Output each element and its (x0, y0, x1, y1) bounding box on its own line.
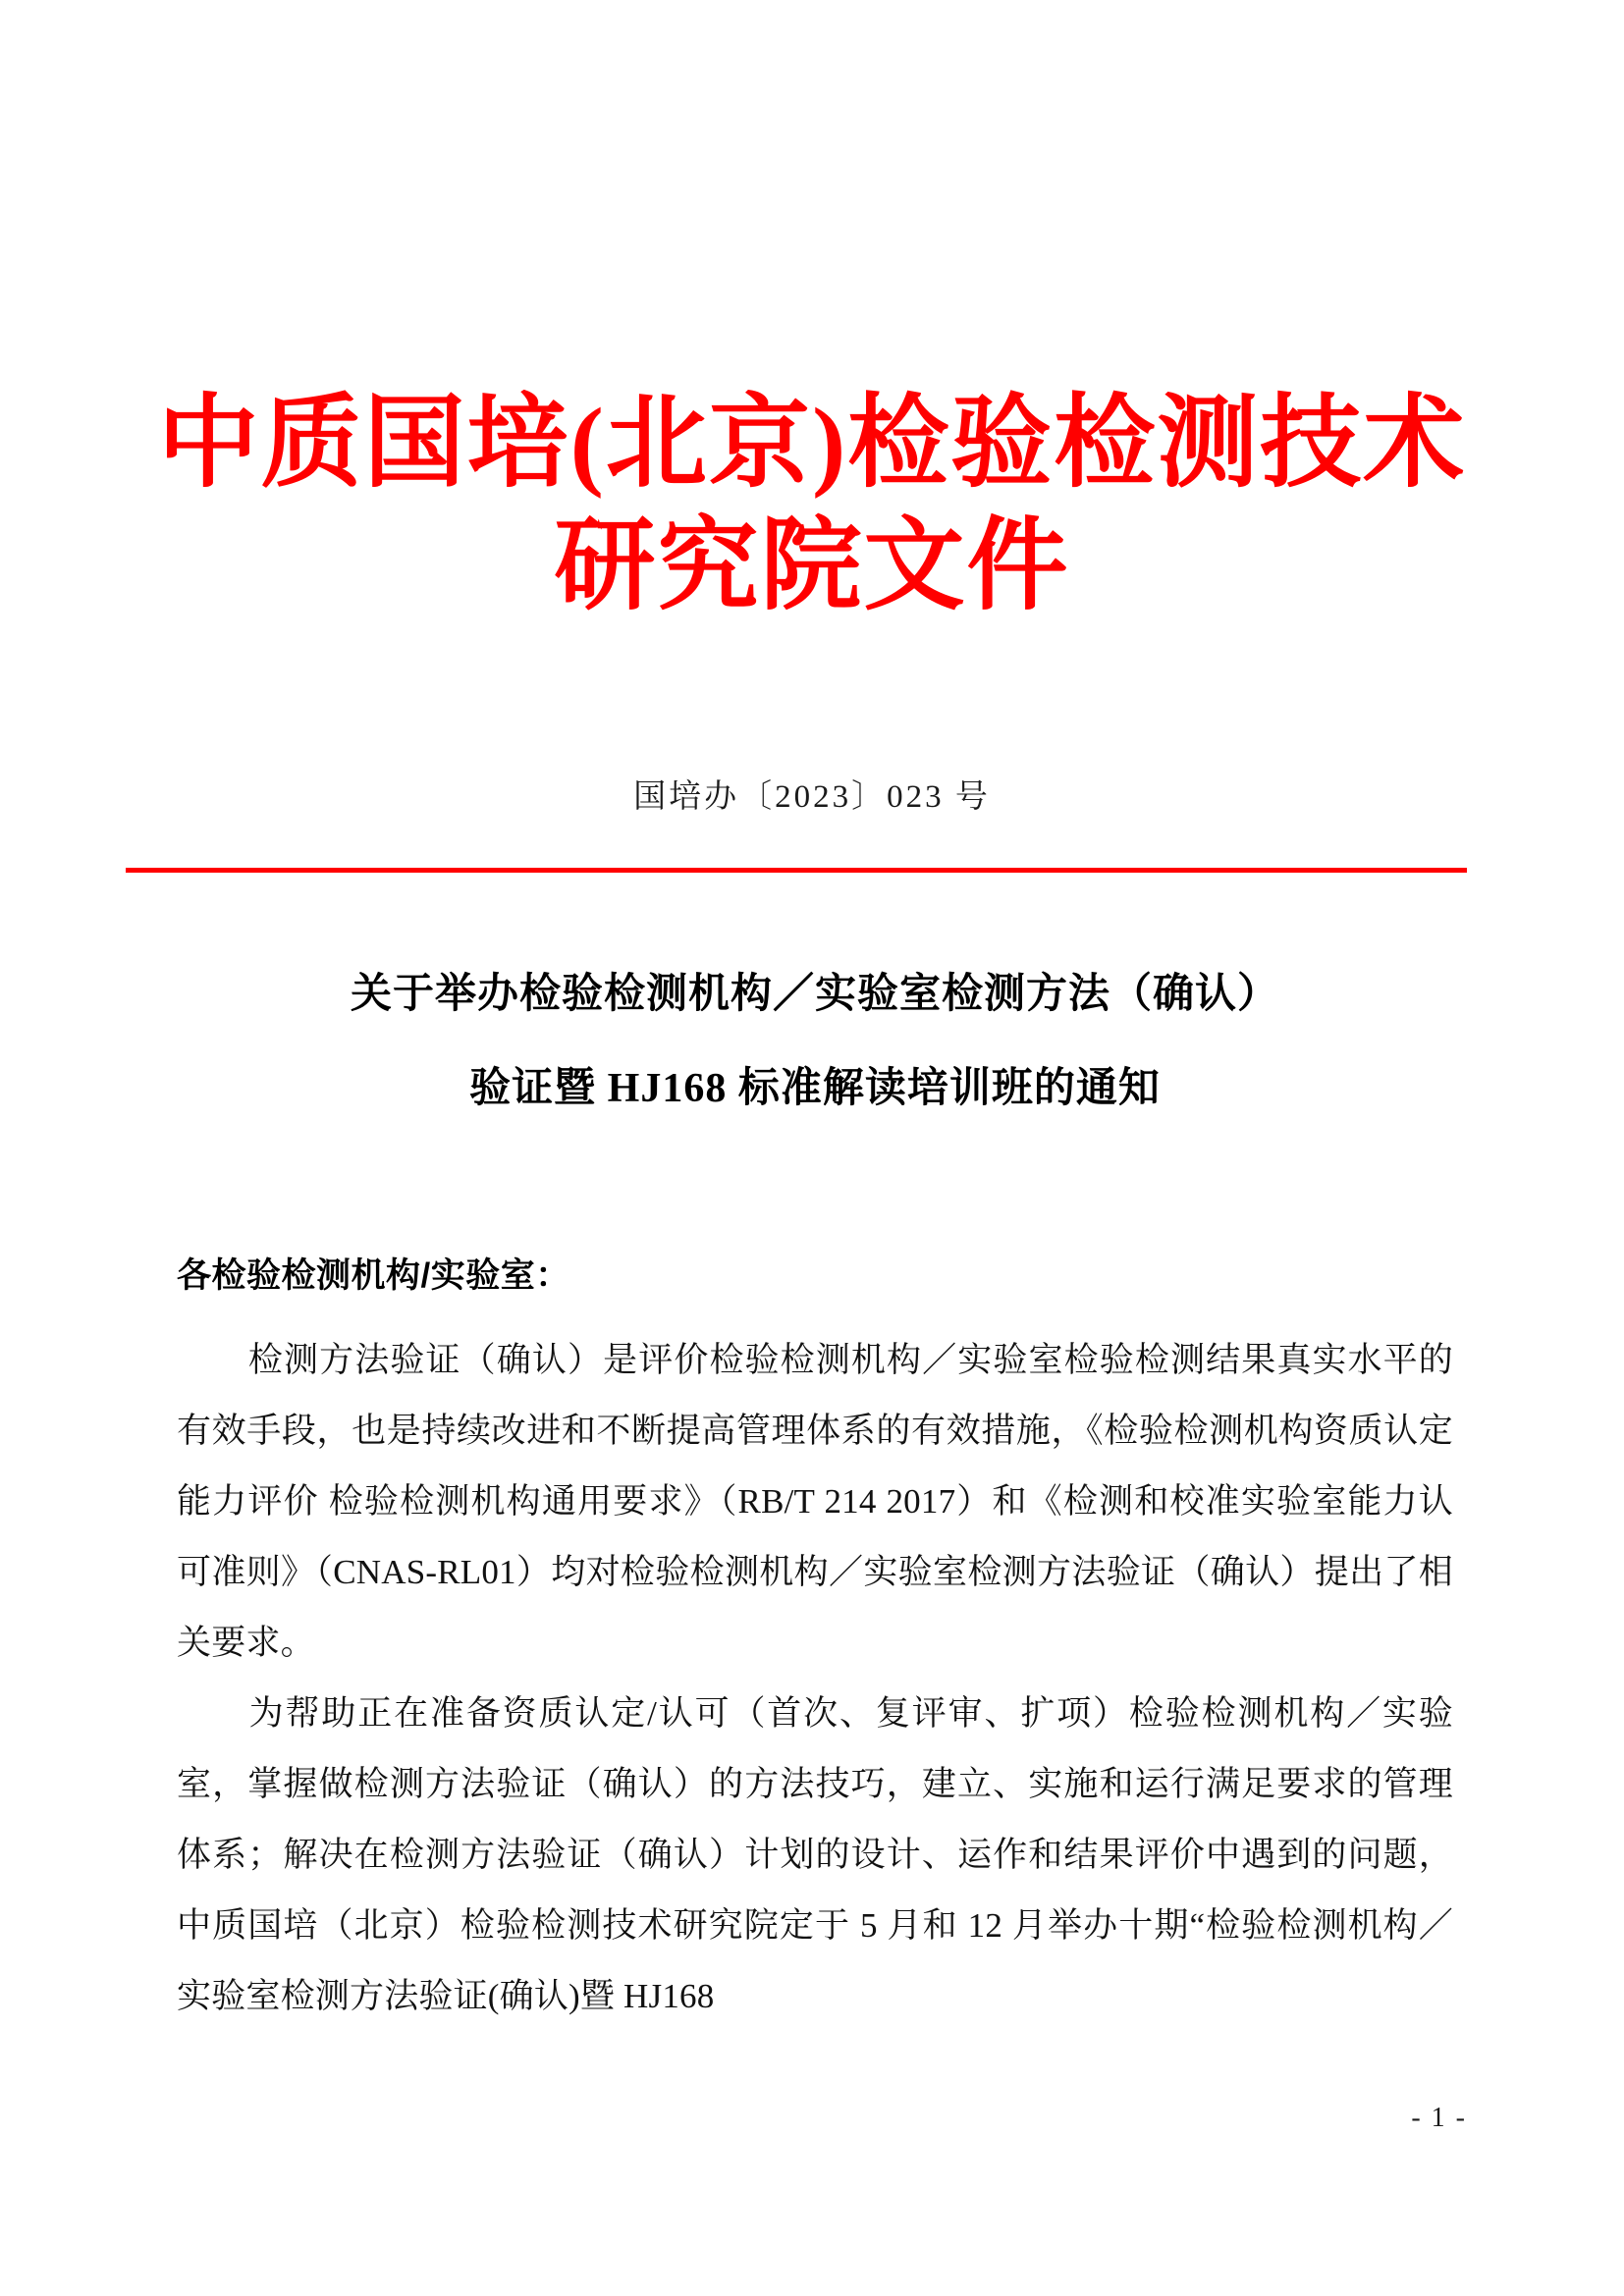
body-paragraph-2: 为帮助正在准备资质认定/认可（首次、复评审、扩项）检验检测机构／实验室，掌握做检测方法验证（确认）的方法技巧，建立、实施和运行满足要求的管理体系；解决在检测方法验证（确认）计划的设计、运作和结果评价中遇到的问题，中质国培（北京）检验检测技术研究院定于 5 月和 12 月举办十期“检验检测机构／实验室检测方法验证(确认)暨 HJ168 (177, 1694, 1453, 2015)
letterhead-line-1: 中质国培(北京)检验检测技术 (157, 388, 1467, 500)
letterhead-line-2: 研究院文件 (554, 510, 1070, 622)
document-body (177, 1249, 1453, 2032)
salutation: 各检验检测机构/实验室： (177, 1256, 570, 1295)
notice-title (177, 947, 1453, 1136)
page-number: - 1 - (1411, 2103, 1467, 2133)
letterhead (126, 383, 1498, 628)
notice-title-line-2: 验证暨 HJ168 标准解读培训班的通知 (469, 1066, 1161, 1111)
document-number: 国培办〔2023〕023 号 (633, 779, 991, 815)
body-paragraph-1: 检测方法验证（确认）是评价检验检测机构／实验室检验检测结果真实水平的有效手段，也是持续改进和不断提高管理体系的有效措施，《检验检测机构资质认定能力评价 检验检测机构通用要求》（RB/T 214 2017）和《检测和校准实验室能力认可准则》（CNAS-RL01）均对检验检测机构／实验室检测方法验证（确认）提出了相关要求。 (177, 1341, 1453, 1662)
notice-title-line-1: 关于举办检验检测机构／实验室检测方法（确认） (350, 972, 1279, 1017)
red-divider-rule (126, 868, 1467, 873)
